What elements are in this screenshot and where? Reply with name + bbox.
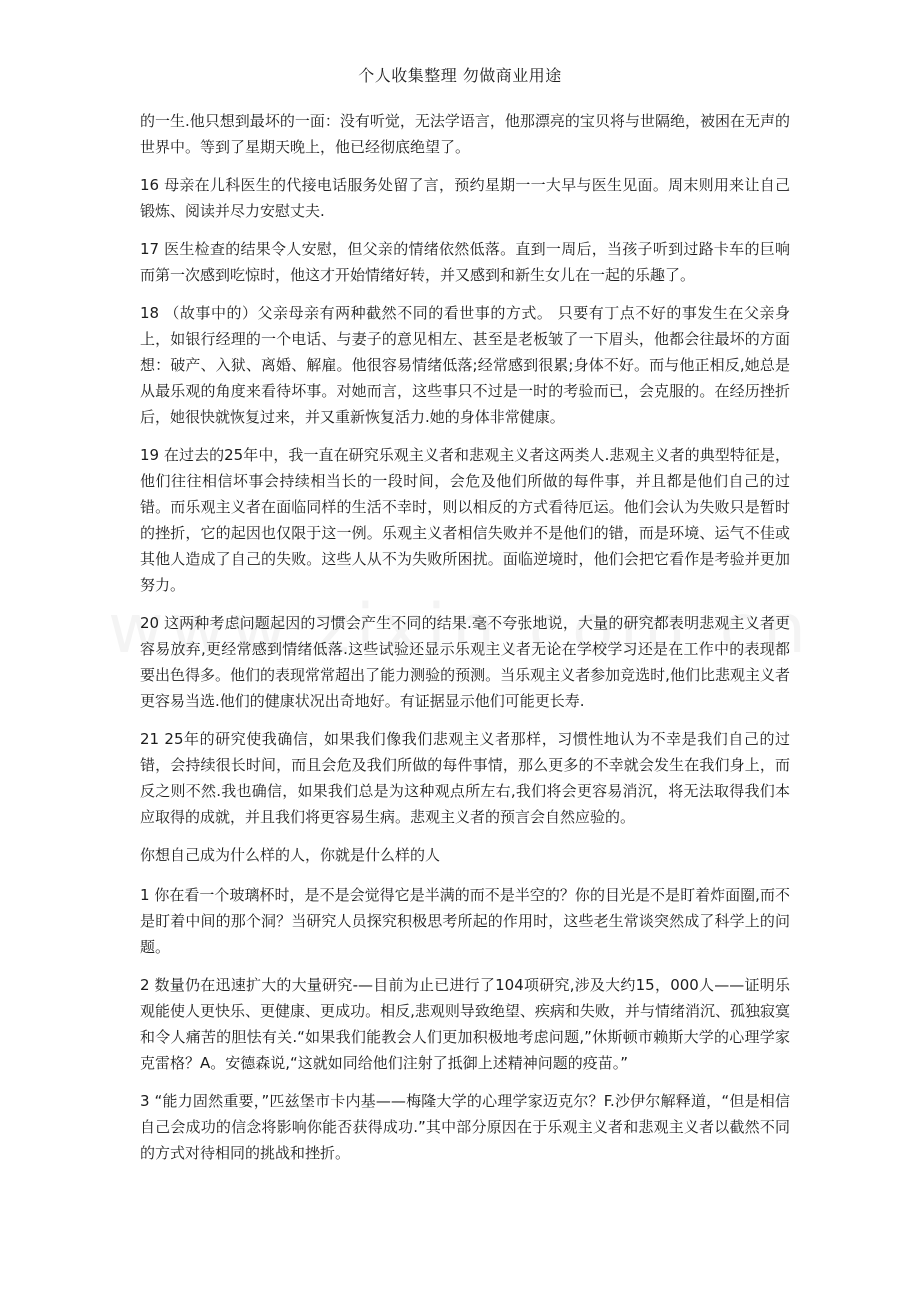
paragraph-16: 16 母亲在儿科医生的代接电话服务处留了言，预约星期一一大早与医生见面。周末则用来让自己锻炼、阅读并尽力安慰丈夫. xyxy=(140,176,790,220)
paragraph-2: 2 数量仍在迅速扩大的大量研究-—目前为止已进行了104项研究,涉及大约15，000人——证明乐观能使人更快乐、更健康、更成功。相反,悲观则导致绝望、疾病和失败，并与情绪消沉、孤独寂寞和令人痛苦的胆怯有关.“如果我们能教会人们更加积极地考虑问题,”休斯顿市赖斯大学的心理学家克雷格？A。安德森说,“这就如同给他们注射了抵御上述精神问题的疫苗。” xyxy=(140,976,790,1072)
paragraph-1: 1 你在看一个玻璃杯时，是不是会觉得它是半满的而不是半空的？你的目光是不是盯着炸面圈,而不是盯着中间的那个洞？当研究人员探究积极思考所起的作用时，这些老生常谈突然成了科学上的问题。 xyxy=(140,886,790,956)
document-body xyxy=(140,108,790,1178)
section-title: 你想自己成为什么样的人，你就是什么样的人 xyxy=(140,846,441,864)
paragraph-19: 19 在过去的25年中，我一直在研究乐观主义者和悲观主义者这两类人.悲观主义者的典型特征是，他们往往相信坏事会持续相当长的一段时间，会危及他们所做的每件事，并且都是他们自己的过错。而乐观主义者在面临同样的生活不幸时，则以相反的方式看待厄运。他们会认为失败只是暂时的挫折，它的起因也仅限于这一例。乐观主义者相信失败并不是他们的错，而是环境、运气不佳或其他人造成了自己的失败。这些人从不为失败所困扰。面临逆境时，他们会把它看作是考验并更加努力。 xyxy=(140,446,790,594)
page-header: 个人收集整理 勿做商业用途 xyxy=(358,66,562,85)
paragraph-3: 3 “能力固然重要，”匹兹堡市卡内基——梅隆大学的心理学家迈克尔？F.沙伊尔解释道，“但是相信自己会成功的信念将影响你能否获得成功.”其中部分原因在于乐观主义者和悲观主义者以截然不同的方式对待相同的挑战和挫折。 xyxy=(140,1092,790,1162)
paragraph-17: 17 医生检查的结果令人安慰，但父亲的情绪依然低落。直到一周后，当孩子听到过路卡车的巨响而第一次感到吃惊时，他这才开始情绪好转，并又感到和新生女儿在一起的乐趣了。 xyxy=(140,240,790,284)
paragraph-18: 18 （故事中的）父亲母亲有两种截然不同的看世事的方式。 只要有丁点不好的事发生在父亲身上，如银行经理的一个电话、与妻子的意见相左、甚至是老板皱了一下眉头，他都会往最坏的方面想：破产、入狱、离婚、解雇。他很容易情绪低落;经常感到很累;身体不好。而与他正相反,她总是从最乐观的角度来看待坏事。对她而言，这些事只不过是一时的考验而已，会克服的。在经历挫折后，她很快就恢复过来，并又重新恢复活力.她的身体非常健康。 xyxy=(140,304,790,426)
paragraph-21: 21 25年的研究使我确信，如果我们像我们悲观主义者那样，习惯性地认为不幸是我们自己的过错，会持续很长时间，而且会危及我们所做的每件事情，那么更多的不幸就会发生在我们身上，而反之则不然.我也确信，如果我们总是为这种观点所左右,我们将会更容易消沉，将无法取得我们本应取得的成就，并且我们将更容易生病。悲观主义者的预言会自然应验的。 xyxy=(140,730,790,826)
paragraph-20: 20 这两种考虑问题起因的习惯会产生不同的结果.毫不夸张地说，大量的研究都表明悲观主义者更容易放弃,更经常感到情绪低落.这些试验还显示乐观主义者无论在学校学习还是在工作中的表现都要出色得多。他们的表现常常超出了能力测验的预测。当乐观主义者参加竞选时,他们比悲观主义者更容易当选.他们的健康状况出奇地好。有证据显示他们可能更长寿. xyxy=(140,614,790,710)
paragraph-continuation: 的一生.他只想到最坏的一面：没有听觉，无法学语言，他那漂亮的宝贝将与世隔绝，被困在无声的世界中。等到了星期天晚上，他已经彻底绝望了。 xyxy=(140,112,790,156)
